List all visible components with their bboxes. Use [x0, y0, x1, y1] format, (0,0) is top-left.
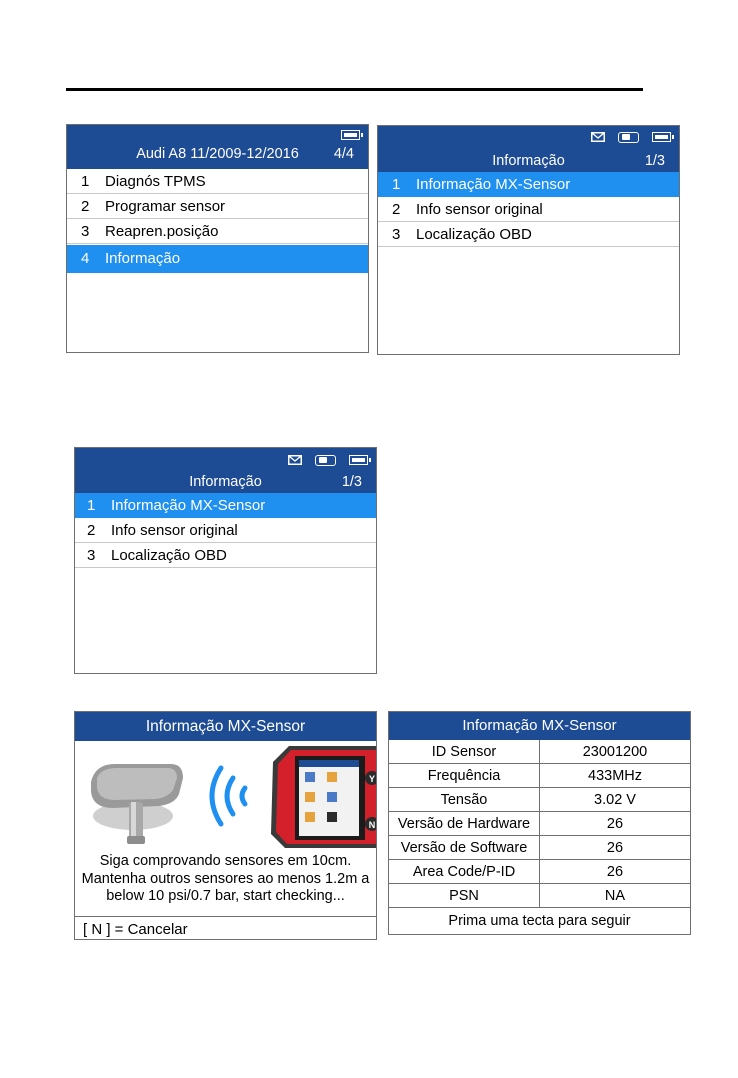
wireless-signal-icon [212, 768, 245, 824]
menu-item-label: Reapren.posição [105, 222, 219, 240]
table-row [389, 740, 690, 764]
battery-icon [341, 130, 360, 140]
battery-icon [652, 132, 671, 142]
screen-title: Informação MX-Sensor [75, 712, 376, 741]
vehicle-icon [618, 132, 639, 143]
row-label: Area Code/P-ID [389, 860, 540, 884]
row-value: 26 [540, 812, 691, 836]
row-label: ID Sensor [389, 740, 540, 764]
table-row [389, 764, 690, 788]
menu-item-label: Informação [105, 250, 181, 267]
mail-icon [288, 455, 302, 465]
menu-list [75, 493, 376, 568]
menu-item-label: Info sensor original [111, 521, 238, 539]
page-rule [66, 88, 643, 91]
status-icons [288, 453, 368, 467]
screen-title: Informação MX-Sensor [389, 712, 690, 740]
row-value: NA [540, 884, 691, 908]
menu-item-informacao-mx-sensor[interactable] [75, 493, 376, 518]
menu-item-number: 3 [87, 546, 96, 564]
menu-item-label: Localização OBD [111, 546, 227, 564]
menu-item-localizacao-obd[interactable] [378, 222, 679, 247]
menu-item-informacao[interactable] [67, 245, 368, 273]
menu-item-number: 3 [392, 225, 401, 243]
menu-item-diagnos-tpms[interactable] [67, 169, 368, 194]
row-label: PSN [389, 884, 540, 908]
sensor-info-table [388, 711, 691, 935]
row-value: 26 [540, 836, 691, 860]
row-value: 26 [540, 860, 691, 884]
status-icons [591, 130, 671, 144]
svg-text:Y: Y [368, 774, 376, 784]
menu-item-number: 1 [81, 172, 90, 190]
continue-hint[interactable]: Prima uma tecta para seguir [448, 913, 631, 929]
screen-header [378, 126, 679, 172]
menu-item-label: Diagnós TPMS [105, 172, 206, 190]
menu-item-info-sensor-original[interactable] [378, 197, 679, 222]
row-value: 3.02 V [540, 788, 691, 812]
menu-item-reapren-posicao[interactable] [67, 219, 368, 244]
mail-icon [591, 132, 605, 142]
page-indicator: 1/3 [341, 474, 362, 490]
instruction-text [75, 853, 376, 906]
menu-item-number: 1 [392, 175, 401, 193]
cancel-hint[interactable]: [ N ] = Cancelar [75, 916, 376, 940]
menu-item-number: 4 [81, 250, 90, 267]
menu-item-label: Informação MX-Sensor [416, 175, 571, 193]
battery-icon [349, 455, 368, 465]
row-value: 23001200 [540, 740, 691, 764]
row-label: Tensão [389, 788, 540, 812]
menu-list [378, 172, 679, 247]
vehicle-icon [315, 455, 336, 466]
table-row [389, 788, 690, 812]
screen-title: Informação [189, 474, 262, 490]
instruction-line: Mantenha outros sensores ao menos 1.2m a [81, 870, 370, 887]
menu-item-number: 2 [392, 200, 401, 218]
tpms-sensor-icon [91, 764, 183, 844]
instruction-line: Siga comprovando sensores em 10cm. [99, 853, 352, 869]
row-value: 433MHz [540, 764, 691, 788]
menu-item-number: 3 [81, 222, 90, 240]
menu-item-label: Info sensor original [416, 200, 543, 218]
table-row [389, 836, 690, 860]
screen-vehicle-menu [66, 124, 369, 353]
menu-item-label: Informação MX-Sensor [111, 496, 266, 514]
menu-item-number: 2 [81, 197, 90, 215]
sensor-info-grid [389, 740, 690, 908]
table-row [389, 860, 690, 884]
screen-informacao-menu-2 [74, 447, 377, 674]
table-row [389, 812, 690, 836]
screen-title: Audi A8 11/2009-12/2016 [136, 146, 299, 162]
screen-title: Informação [492, 153, 565, 169]
tpms-tool-icon [271, 746, 377, 848]
screen-header [67, 125, 368, 169]
sensor-illustration [75, 742, 377, 854]
status-icons [341, 128, 360, 142]
screen-mx-sensor-check [74, 711, 377, 940]
page-indicator: 4/4 [333, 146, 354, 162]
page-indicator: 1/3 [644, 153, 665, 169]
screen-header [75, 448, 376, 493]
menu-item-label: Localização OBD [416, 225, 532, 243]
table-row [389, 884, 690, 908]
menu-item-localizacao-obd[interactable] [75, 543, 376, 568]
menu-item-number: 1 [87, 496, 96, 514]
row-label: Versão de Software [389, 836, 540, 860]
menu-item-info-sensor-original[interactable] [75, 518, 376, 543]
menu-item-programar-sensor[interactable] [67, 194, 368, 219]
menu-list [67, 169, 368, 273]
menu-item-informacao-mx-sensor[interactable] [378, 172, 679, 197]
screen-informacao-menu [377, 125, 680, 355]
row-label: Versão de Hardware [389, 812, 540, 836]
svg-text:N: N [368, 820, 376, 830]
row-label: Frequência [389, 764, 540, 788]
menu-item-label: Programar sensor [105, 197, 226, 215]
instruction-line: below 10 psi/0.7 bar, start checking... [106, 888, 345, 904]
menu-item-number: 2 [87, 521, 96, 539]
